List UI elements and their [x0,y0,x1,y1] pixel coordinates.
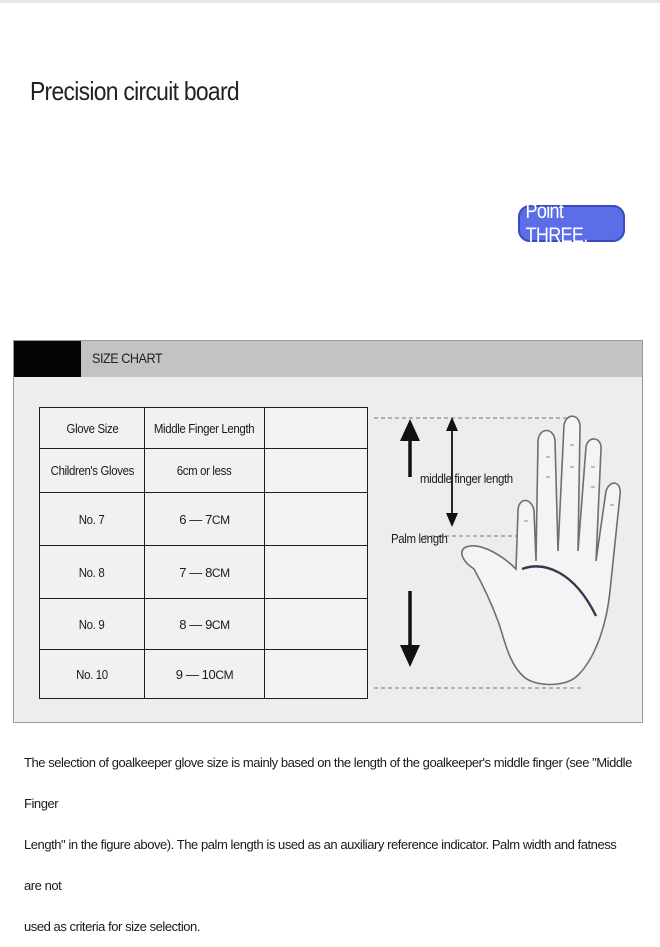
size-cell: No. 9 [40,599,145,650]
point-badge [518,199,625,247]
caption-line: Length" in the figure above). The palm length is used as an auxiliary reference indicator. Palm width and fatness are not [24,837,617,893]
size-chart-panel [13,340,643,723]
hand-illustration [374,401,634,701]
size-cell: No. 7 [40,493,145,546]
table-row [40,449,368,493]
blank-cell [265,650,368,699]
size-cell: No. 8 [40,546,145,599]
size-table [39,407,368,699]
blank-cell [265,599,368,650]
caption-line: used as criteria for size selection. [24,919,200,934]
size-chart-header [14,341,642,377]
length-cell: 7 — 8CM [145,546,265,599]
column-header-middle-finger-length: Middle Finger Length [145,408,265,449]
page-title: Precision circuit board [30,76,239,106]
palm-length-label: Palm length [391,531,448,546]
table-row [40,599,368,650]
point-badge-label: Point THREE. [525,199,588,247]
middle-finger-length-label: middle finger length [420,471,513,486]
size-cell: Children's Gloves [40,449,145,493]
blank-cell [265,449,368,493]
blank-cell [265,546,368,599]
table-header-row [40,408,368,449]
length-cell: 6 — 7CM [145,493,265,546]
blank-cell [265,493,368,546]
table-row [40,546,368,599]
size-chart-title: SIZE CHART [92,350,163,366]
length-cell: 9 — 10CM [145,650,265,699]
size-selection-note [24,742,634,947]
column-header-glove-size: Glove Size [40,408,145,449]
table-row [40,650,368,699]
table-row [40,493,368,546]
hand-diagram [374,401,634,701]
length-cell: 6cm or less [145,449,265,493]
size-cell: No. 10 [40,650,145,699]
caption-line: The selection of goalkeeper glove size is mainly based on the length of the goalkeeper's middle finger (see "Middle Finger [24,755,632,811]
blank-cell [265,408,368,449]
length-cell: 8 — 9CM [145,599,265,650]
header-black-block [14,341,81,377]
top-rule [0,0,660,3]
